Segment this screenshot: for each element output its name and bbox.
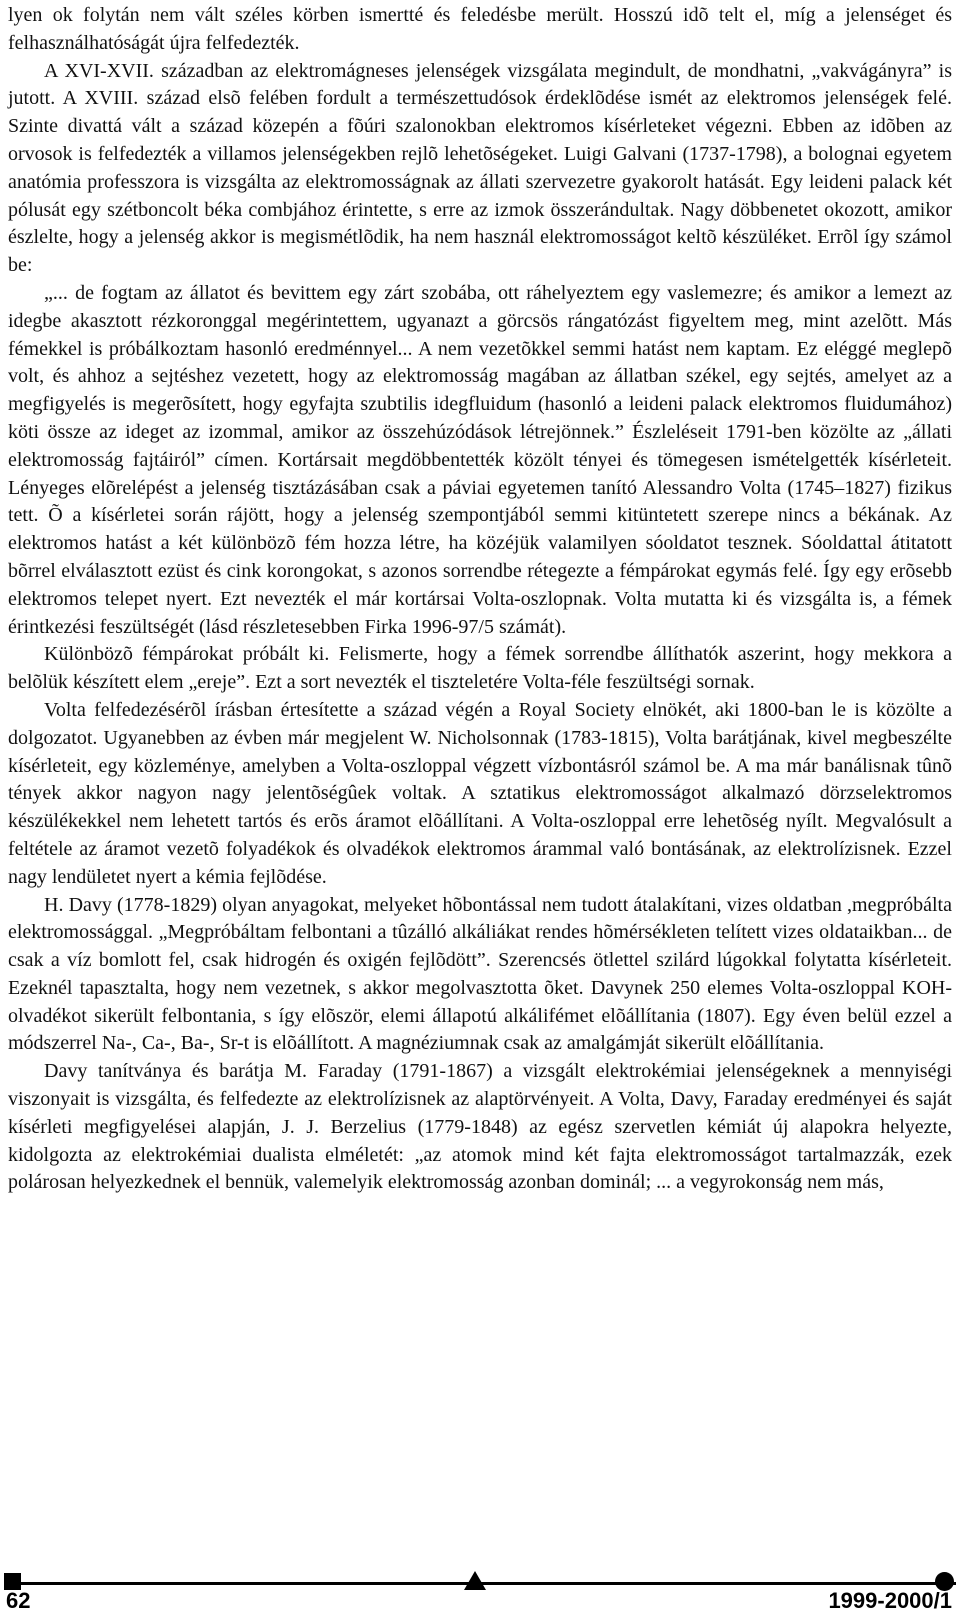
triangle-marker-icon (464, 1571, 486, 1590)
paragraph-4: Különbözõ fémpárokat próbált ki. Felismerte, hogy a fémek sorrendbe állíthatók aszerint, hogy mekkora a belõlük készített elem „ereje”. Ezt a sort nevezték el tiszteletére Volta-féle feszültségi sornak. (8, 643, 952, 694)
page-footer (0, 1560, 960, 1616)
paragraph-3-galvani-quote: „... de fogtam az állatot és bevittem egy zárt szobába, ott ráhelyeztem egy vaslemezre; és amikor a lemezt az idegbe akasztott rézkoronggal megérintettem, ugyanazt a görcsös rángatózást figyeltem meg, mint azelõtt. Más fémekkel is próbálkoztam hasonló eredménnyel... A nem vezetõkkel semmi hatást nem kaptam. Ez eléggé meglepõ volt, és ahhoz a sejtéshez vezetett, hogy az elektromosság magában az állatban székel, egy sejtés, amelyet az a megfigyelés is megerõsített, hogy egyfajta szubtilis idegfluidum (hasonló a leideni palack elektromos fluidumához) köti össze az ideget az izommal, amikor az összehúzódások létrejönnek.” Észleléseit 1791-ben közölte az „állati elektromosság fajtáiról” címen. Kortársait megdöbbentették közölt tényei és tömegesen ismételgették kísérleteit. Lényeges elõrelépést a jelenség tisztázásában csak a páviai egyetemen tanító Alessandro Volta (1745–1827) fizikus tett. Õ a kísérletei során rájött, hogy a jelenség szempontjából semmi kitüntetett szerepe nincs a békának. Az elektromos hatást a két különbözõ fém hozza létre, ha közéjük valamilyen sóoldatot tesznek. Sóoldattal átitatott bõrrel elválasztott ezüst és cink korongokat, s azonos sorrendbe rétegezte a fémpárokat egymás felé. Így egy erõsebb elektromos telepet nyert. Ezt nevezték el már kortársai Volta-oszlopnak. Volta mutatta ki és vizsgálta is, a fémek érintkezési feszültségét (lásd részletesebben Firka 1996-97/5 számát). (8, 281, 952, 638)
page-number: 62 (6, 1588, 31, 1613)
paragraph-6-davy: H. Davy (1778-1829) olyan anyagokat, melyeket hõbontással nem tudott átalakítani, vizes oldatban ,megpróbálta elektromossággal. „Megpróbáltam felbontani a tûzálló alkáliákat rendes hõmérsékleten telített vizes oldataikban... de csak a víz bomlott fel, csak hidrogén és oxigén fejlõdött”. Szerencsés ötlettel szilárd lúgokkal folytatta kísérleteit. Ezeknél tapasztalta, hogy nem vezetnek, s akkor megolvasztotta õket. Davynek 250 elemes Volta-oszloppal KOH-olvadékot sikerült felbontania, s így elõször, elemi állapotú alkálifémet elõállítania (1807). Egy éven belül ezzel a módszerrel Na-, Ca-, Ba-, Sr-t is elõállított. A magnéziumnak csak az amalgámját sikerült elõállítania. (8, 893, 952, 1055)
paragraph-1: lyen ok folytán nem vált széles körben ismertté és feledésbe merült. Hosszú idõ telt el, míg a jelenséget és felhasználhatóságát újra felfedezték. (8, 4, 952, 54)
issue-number: 1999-2000/1 (828, 1588, 952, 1613)
article-body (8, 2, 952, 1197)
paragraph-7-faraday: Davy tanítványa és barátja M. Faraday (1791-1867) a vizsgált elektrokémiai jelenségeknek a mennyiségi viszonyait is vizsgálta, és felfedezte az elektrolízisnek az alaptörvényeit. A Volta, Davy, Faraday eredményei és saját kísérleti megfigyelései alapján, J. J. Berzelius (1779-1848) az egész szervetlen kémiát új alapokra helyezte, kidolgozta az elektrokémiai dualista elméletét: „az atomok mind két fajta elektromosságot tartalmazzák, ezek polárosan helyezkednek el bennük, valemelyik elektromosság azonban dominál; ... a vegyrokonság nem más, (8, 1060, 952, 1194)
paragraph-5: Volta felfedezésérõl írásban értesítette a század végén a Royal Society elnökét, aki 1800-ban le is közölte a dolgozatot. Ugyanebben az évben már megjelent W. Nicholsonnak (1783-1815), Volta barátjának, kivel megbeszélte kísérleteit, egy közleménye, amelyben a Volta-oszloppal végzett vízbontásról számol be. A ma már banálisnak tûnõ tények akkor nagyon nagy jelentõségûek voltak. A sztatikus elektromosságot alkalmazó dörzselektromos készülékekkel nem lehetett tartós és erõs áramot elõállítani. A Volta-oszloppal erre lehetõség nyílt. Megvalósult a feltétele az áramot vezetõ folyadékok és olvadékok elektromos árammal való bontásának, az elektrolízisnek. Ezzel nagy lendületet nyert a kémia fejlõdése. (8, 698, 952, 888)
paragraph-2: A XVI-XVII. században az elektromágneses jelenségek vizsgálata megindult, de mondhatni, „vakvágányra” is jutott. A XVIII. század elsõ felében fordult a természettudósok érdeklõdése ismét az elektromos jelenségek felé. Szinte divattá vált a század közepén a fõúri szalonokban elektromos kísérleteket végezni. Ebben az idõben az orvosok is felfedezték a villamos jelenségekben rejlõ lehetõségeket. Luigi Galvani (1737-1798), a bolognai egyetem anatómia professzora is vizsgálta az elektromosságnak az állati szervezetre gyakorolt hatását. Egy leideni palack két pólusát egy szétboncolt béka combjához érintette, s erre az izmok összerándultak. Nagy döbbenetet okozott, amikor észlelte, hogy a jelenség akkor is megismétlõdik, ha nem használ elektromosságot keltõ készüléket. Errõl így számol be: (8, 59, 952, 277)
